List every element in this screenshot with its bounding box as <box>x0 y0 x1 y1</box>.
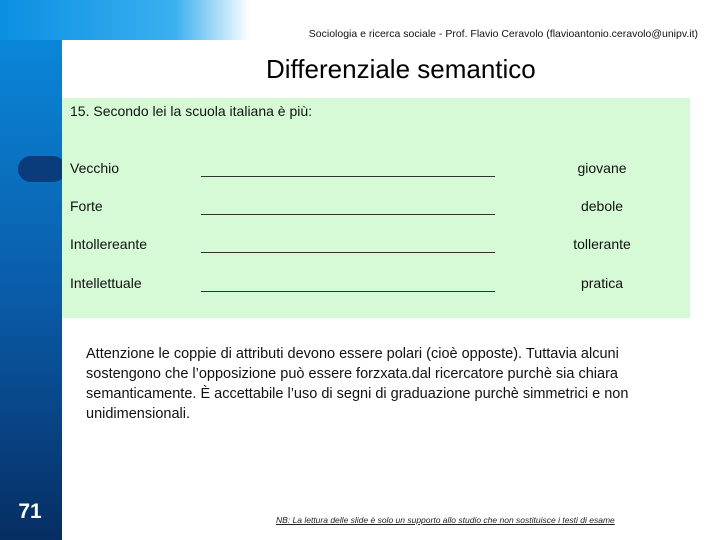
scale-line <box>201 236 495 253</box>
question-text: 15. Secondo lei la scuola italiana è più: <box>70 103 313 119</box>
scale-right-label: giovane <box>577 160 627 176</box>
scale-row <box>62 160 690 184</box>
left-sidebar-decoration <box>0 0 62 540</box>
page-number: 71 <box>18 500 42 523</box>
scale-line <box>201 275 495 292</box>
question-card <box>62 98 690 318</box>
scale-row <box>62 275 690 299</box>
footnote: NB: La lettura delle slide è solo un supporto allo studio che non sostituisce i testi di esame <box>276 515 615 525</box>
side-pill-decoration <box>18 156 66 182</box>
scale-row <box>62 236 690 260</box>
top-banner-decoration <box>0 0 250 40</box>
scale-row <box>62 198 690 222</box>
slide-title: Differenziale semantico <box>266 54 536 84</box>
scale-line <box>201 160 495 177</box>
scale-right-label: pratica <box>580 275 624 291</box>
scale-left-label: Intollereante <box>70 236 148 252</box>
course-header: Sociologia e ricerca sociale - Prof. Flavio Ceravolo (flavioantonio.ceravolo@unipv.it) <box>308 28 698 40</box>
scale-left-label: Intellettuale <box>70 275 142 291</box>
scale-right-label: tollerante <box>573 236 631 252</box>
scale-left-label: Forte <box>70 198 103 214</box>
body-paragraph: Attenzione le coppie di attributi devono essere polari (cioè opposte). Tuttavia alcuni sostengono che l’opposizione può essere forzxata.dal ricercatore purchè sia chiara semanticamente. È accettabile l’uso di segni di graduazione purchè simmetrici e non unidimensionali. <box>86 346 629 422</box>
scale-line <box>201 198 495 215</box>
scale-left-label: Vecchio <box>70 160 120 176</box>
scale-right-label: debole <box>580 198 624 214</box>
title-tab-decoration <box>62 40 252 98</box>
